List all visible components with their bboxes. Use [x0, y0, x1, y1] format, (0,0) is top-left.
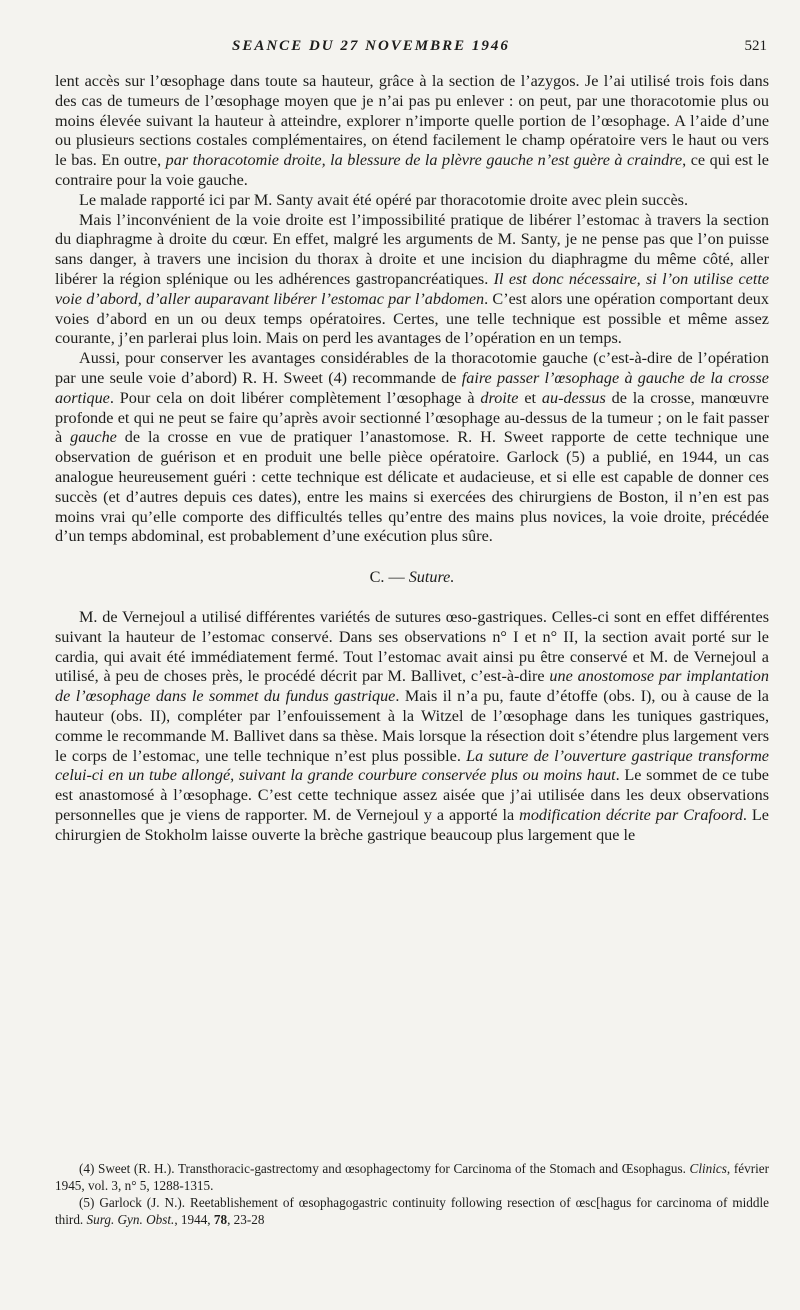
paragraph	[55, 211, 769, 350]
paragraph	[55, 72, 769, 191]
text-segment: 78	[213, 1212, 228, 1227]
footnotes	[55, 1160, 769, 1228]
italic-segment: droite	[480, 388, 519, 407]
text-segment: , ce qui est le contraire pour la voie gauche.	[55, 151, 769, 189]
italic-segment: Clinics	[689, 1161, 727, 1176]
paragraph	[55, 1194, 769, 1228]
text-segment: , 23-28	[227, 1212, 265, 1227]
text-segment: (5) Garlock (J. N.). Reetablishement of œsophagogastric continuity following resection of œsc[hagus for carcinoma of middle third.	[55, 1195, 769, 1227]
paragraphs-after-section	[55, 608, 769, 846]
text-segment: et	[518, 388, 542, 407]
italic-segment: faire passer l’œsophage à gauche de la crosse aortique	[55, 368, 769, 407]
text-segment: . C’est alors une opération comportant deux voies d’abord en un ou deux temps opératoires. Certes, une telle technique est possible et même assez courante, j’en parlerai plus loin. Mais on perd les avantages de l’opération en un temps.	[55, 289, 769, 348]
running-title: SEANCE DU 27 NOVEMBRE 1946	[232, 38, 510, 54]
page-number: 521	[744, 38, 767, 54]
italic-segment: modification décrite par Crafoord	[519, 805, 743, 824]
text-segment: de la crosse, manœuvre profonde et qui ne peut se faire qu’après avoir sectionné l’œsophage au-dessus de la tumeur ; on le fait passer à	[55, 388, 769, 447]
italic-segment: Il est donc nécessaire, si l’on utilise cette voie d’abord, d’aller auparavant libérer l’estomac par l’abdomen	[55, 269, 769, 308]
page-header	[0, 34, 800, 58]
text-segment: lent accès sur l’œsophage dans toute sa hauteur, grâce à la section de l’azygos. Je l’ai utilisé trois fois dans des cas de tumeurs de l’œsophage moyen que je n’ai pas pu enlever : on peut, par une thoracotomie plus ou moins élevée suivant la hauteur à atteindre, explorer n’importe quelle portion de l’œsophage. A l’aide d’une ou plusieurs sections costales complémentaires, on étend facilement le champ opératoire vers le haut ou vers le bas. En outre,	[55, 72, 769, 170]
text-segment: . Pour cela on doit libérer complètement l’œsophage à	[109, 388, 481, 407]
text-segment: M. de Vernejoul a utilisé différentes variétés de sutures œso-gastriques. Celles-ci sont en effet différentes suivant la hauteur de l’estomac conservé. Dans ses observations n° I et n° II, la section avait porté sur le cardia, qui avait été immédiatement fermé. Tout l’estomac avait ainsi pu être conservé et M. de Vernejoul a utilisé, à peu de choses près, le procédé décrit par M. Ballivet, c’est-à-dire	[55, 607, 769, 686]
body-text	[55, 72, 769, 845]
section-heading	[55, 568, 769, 588]
text-segment: Le malade rapporté ici par M. Santy avait été opéré par thoracotomie droite avec plein succès.	[79, 190, 689, 209]
italic-segment: La suture de l’ouverture gastrique transforme celui-ci en un tube allongé, suivant la grande courbure conservée plus ou moins haut	[55, 746, 769, 785]
text-segment: . Le chirurgien de Stokholm laisse ouverte la brèche gastrique beaucoup plus largement que le	[55, 805, 769, 844]
text-segment: . Mais il n’a pu, faute d’étoffe (obs. I), ou à cause de la hauteur (obs. II), compléter par l’enfouissement à la Witzel de l’œsophage dans les tuniques gastriques, comme le recommande M. Ballivet dans sa thèse. Mais lorsque la résection doit s’étendre plus largement vers le corps de l’estomac, une telle technique n’est plus possible.	[55, 687, 769, 765]
text-segment: . Le sommet de ce tube est anastomosé à l’œsophage. C’est cette technique assez aisée que j’ai utilisée dans les deux observations personnelles que je viens de rapporter. M. de Vernejoul y a apporté la	[55, 766, 769, 824]
text-segment: Aussi, pour conserver les avantages considérables de la thoracotomie gauche (c’est-à-dire de l’opération par une seule voie d’abord) R. H. Sweet (4) recommande de	[55, 349, 769, 387]
italic-segment: Surg. Gyn. Obst.	[86, 1212, 175, 1227]
section-prefix: C. —	[369, 568, 409, 587]
paragraph	[55, 608, 769, 846]
text-segment: (4) Sweet (R. H.). Transthoracic-gastrectomy and œsophagectomy for Carcinoma of the Stomach and Œsophagus.	[79, 1161, 690, 1176]
italic-segment: au-dessus	[541, 388, 606, 407]
text-segment: de la crosse en vue de pratiquer l’anastomose. R. H. Sweet rapporte de cette technique une observation de guérison et en produit une belle pièce opératoire. Garlock (5) a publié, en 1944, un cas analogue heureusement guéri : cette technique est délicate et audacieuse, et si elle est capable de donner ces succès (et d’autres depuis ces dates), entre les mains si exercées des chirurgiens de Boston, il n’en est pas moins vrai qu’elle comporte des difficultés telles qu’entre des mains plus novices, la voie droite, précédée d’un temps abdominal, est probablement d’une exécution plus sûre.	[55, 428, 770, 546]
italic-segment: par thoracotomie droite, la blessure de la plèvre gauche n’est guère à craindre	[165, 151, 683, 170]
text-segment: Mais l’inconvénient de la voie droite est l’impossibilité pratique de libérer l’estomac à travers la section du diaphragme à droite du cœur. En effet, malgré les arguments de M. Santy, je ne pense pas que l’on puisse sans danger, à travers une incision du thorax à droite et une incision du diaphragme du même côté, aller libérer la région splénique ou les adhérences gastropancréatiques.	[55, 210, 769, 288]
paragraph	[55, 191, 769, 211]
paragraph	[55, 349, 769, 547]
section-title: Suture.	[408, 568, 455, 587]
italic-segment: une anostomose par implantation de l’œsophage dans le sommet du fundus gastrique	[55, 667, 769, 706]
paragraph	[55, 1160, 769, 1194]
text-segment: , février 1945, vol. 3, n° 5, 1288-1315.	[55, 1161, 769, 1193]
text-segment: , 1944,	[174, 1212, 214, 1227]
paragraphs-before-section	[55, 72, 769, 547]
italic-segment: gauche	[70, 428, 117, 447]
